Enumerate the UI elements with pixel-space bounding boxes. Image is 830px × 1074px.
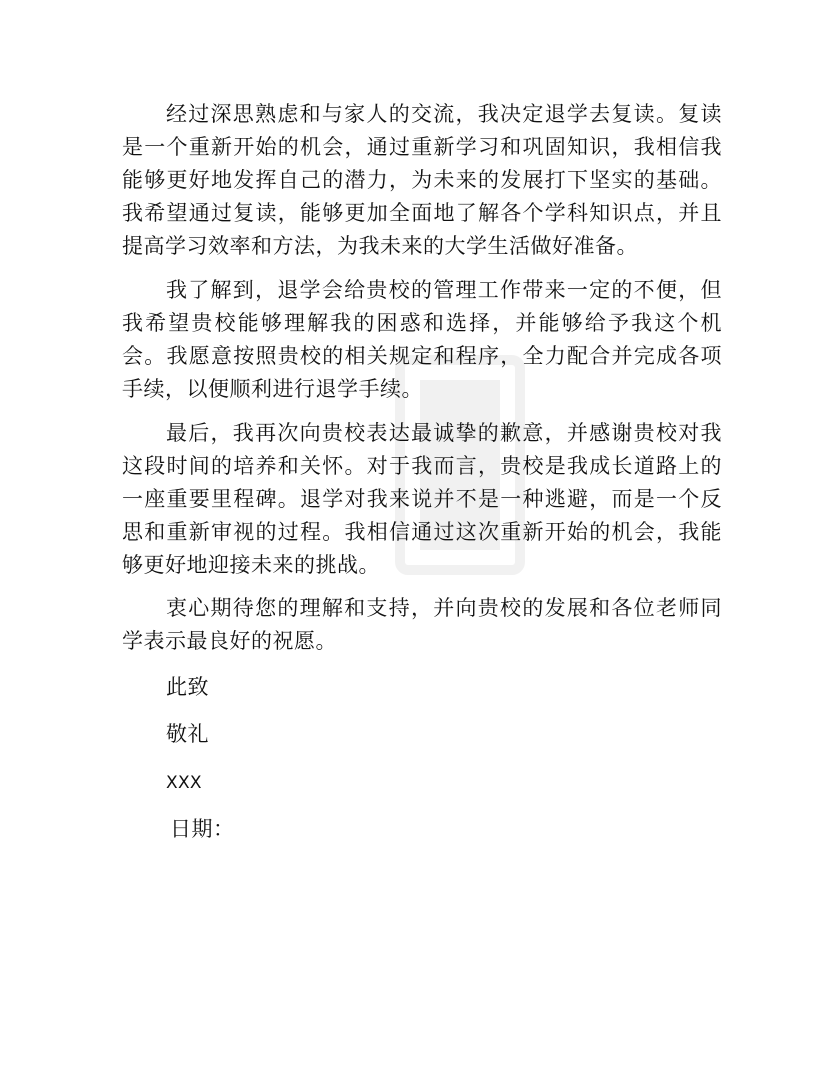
regards-line: 敬礼 bbox=[166, 722, 209, 746]
paragraph-1: 经过深思熟虑和与家人的交流，我决定退学去复读。复读是一个重新开始的机会，通过重新学习和巩固知识，我相信我能够更好地发挥自己的潜力，为未来的发展打下坚实的基础。我希望通过复读，能够更加全面地了解各个学科知识点，并且提高学习效率和方法，为我未来的大学生活做好准备。 bbox=[122, 102, 722, 258]
closing-line: 此致 bbox=[166, 675, 209, 699]
paragraph-2: 我了解到，退学会给贵校的管理工作带来一定的不便，但我希望贵校能够理解我的困惑和选择，并能够给予我这个机会。我愿意按照贵校的相关规定和程序，全力配合并完成各项手续，以便顺利进行退学手续。 bbox=[122, 278, 722, 401]
paragraph-4: 衷心期待您的理解和支持，并向贵校的发展和各位老师同学表示最良好的祝愿。 bbox=[122, 596, 722, 653]
signature: XXX bbox=[166, 773, 202, 793]
paragraph-3: 最后，我再次向贵校表达最诚挚的歉意，并感谢贵校对我这段时间的培养和关怀。对于我而言，贵校是我成长道路上的一座重要里程碑。退学对我来说并不是一种逃避，而是一个反思和重新审视的过程。我相信通过这次重新开始的机会，我能够更好地迎接未来的挑战。 bbox=[122, 421, 722, 577]
date-label: 日期： bbox=[170, 817, 235, 841]
